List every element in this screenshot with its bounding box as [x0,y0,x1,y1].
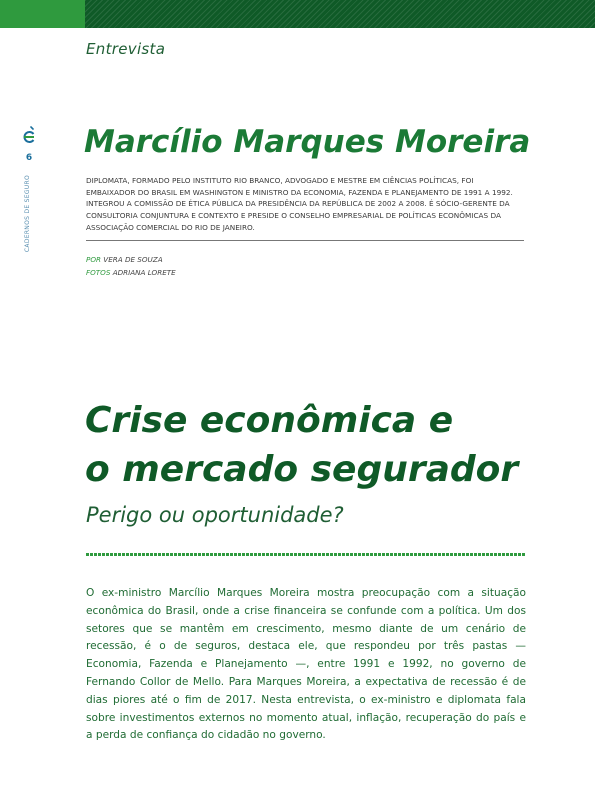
headline-line: Crise econômica e [85,400,454,441]
bio-line: INTEGROU A COMISSÃO DE ÉTICA PÚBLICA DA PRESIDÊNCIA DA REPÚBLICA DE 2002 A 2008. É SÓCIO-GERENTE DA [86,199,510,209]
headline-line: o mercado segurador [85,449,519,490]
header-stripe-dark [85,0,595,28]
bio-line: EMBAIXADOR DO BRASIL EM WASHINGTON E MINISTRO DA ECONOMIA, FAZENDA E PLANEJAMENTO DE 1991 A 1992. [86,187,513,197]
header-stripe-bar [0,0,595,28]
headline-divider [86,553,526,556]
interviewee-name: Marcílio Marques Moreira [84,124,531,160]
photographer-name: ADRIANA LORETE [112,268,176,277]
interviewee-bio [86,175,526,234]
article-lead: O ex-ministro Marcílio Marques Moreira mostra preocupação com a situação econômica do Brasil, onde a crise financeira se confunde com a política. Um dos setores que se mantêm em crescimento, mesmo diante de um cenário de recessão, é o de seguros, destaca ele, que respondeu por três pastas — Economia, Fazenda e Planejamento —, entre 1991 e 1992, no governo de Fernando Collor de Mello. Para Marques Moreira, a expectativa de recessão é de dias piores até o fim de 2017. Nesta entrevista, o ex-ministro e diplomata fala sobre investimentos externos no momento atual, inflação, recuperação do país e a perda de confiança do cidadão no governo. [86,587,526,742]
author-label: POR [86,255,101,264]
article-headline [85,396,518,494]
author-credit [86,255,163,264]
bio-line: DIPLOMATA, FORMADO PELO INSTITUTO RIO BRANCO, ADVOGADO E MESTRE EM CIÊNCIAS POLÍTICAS, FOI [86,176,474,185]
bio-line: ASSOCIAÇÃO COMERCIAL DO RIO DE JANEIRO. [86,222,255,232]
section-label: Entrevista [86,40,166,58]
bio-divider [86,240,524,241]
page-number: 6 [25,153,33,163]
bio-line: CONSULTORIA CONJUNTURA E CONTEXTO E PRESIDE O CONSELHO EMPRESARIAL DE POLÍTICAS ECONÔMICAS DA [86,211,501,221]
author-name: VERA DE SOUZA [103,255,163,264]
photo-credit [86,268,176,277]
article-subheadline: Perigo ou oportunidade? [86,503,344,527]
cadernos-de-seguro-logo-icon [21,126,37,146]
header-stripe-light [0,0,85,28]
photos-label: FOTOS [86,268,111,277]
publication-name: CADERNOS DE SEGURO [24,175,31,253]
